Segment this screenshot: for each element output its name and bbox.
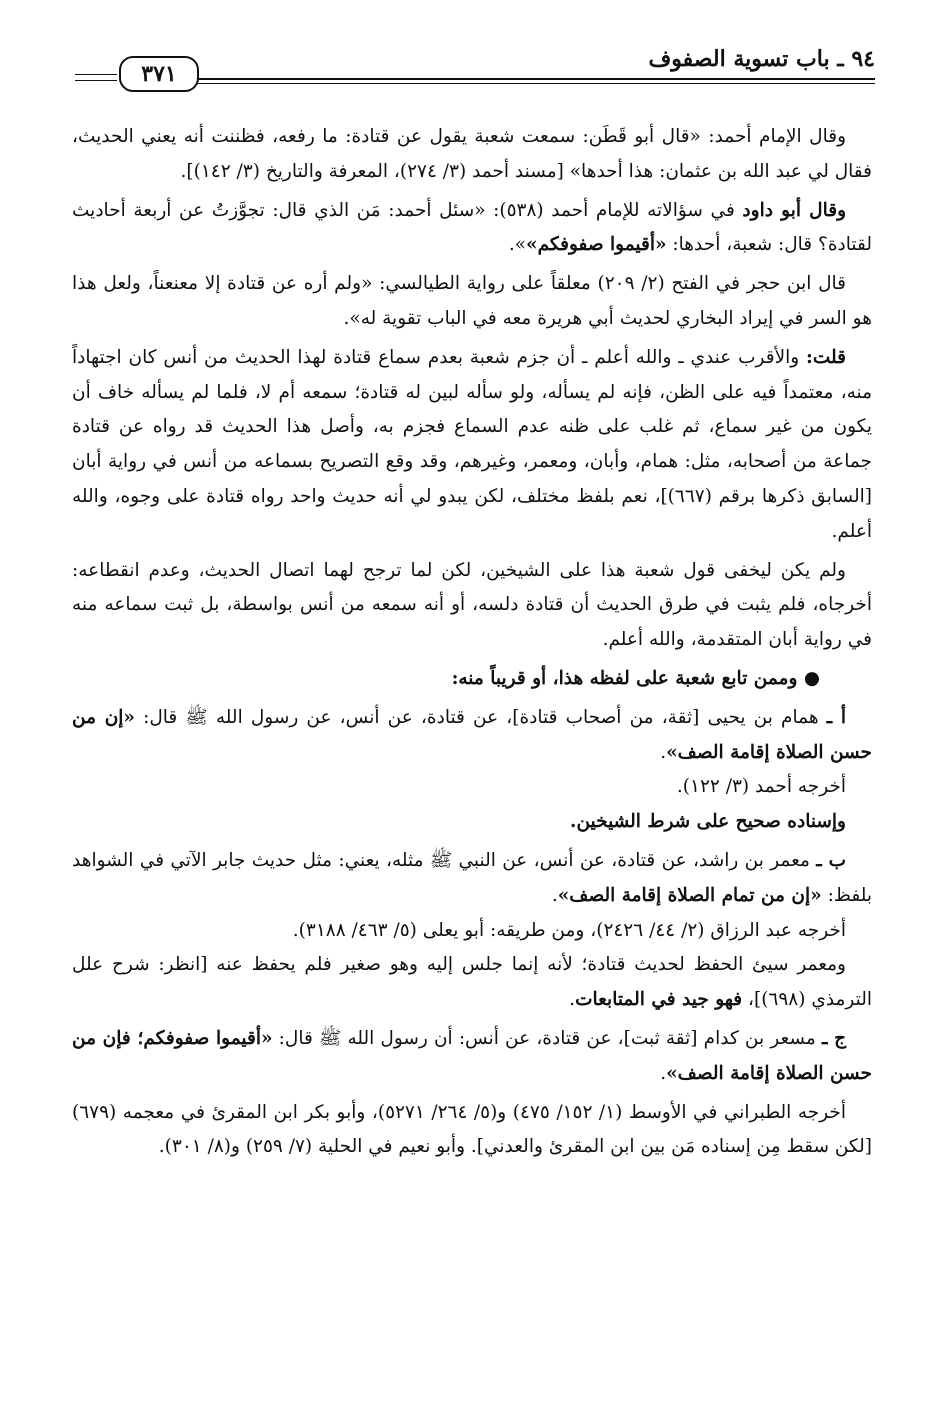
paragraph-text: أخرجه عبد الرزاق (٢/ ٤٤/ ٢٤٢٦)، ومن طريقه: أبو يعلى (٥/ ٤٦٣/ ٣١٨٨). (292, 919, 846, 941)
paragraph-text: والأقرب عندي ـ والله أعلم ـ أن جزم شعبة بعدم سماع قتادة لهذا الحديث من أنس كان اجتهاداً منه، معتمداً فيه على الظن، فإنه لم يسأله، ولو سأله لبين له قتادة؛ سمعه أم لا، فلما لم يسأله خاف أن يكون من غير سماع، ثم غلب على ظنه عدم السماع فجزم به، وأصل هذا الحديث قد رواه عن قتادة جماعة من أصحابه، مثل: همام، وأبان، ومعمر، وغيرهم، وقد وقع التصريح بسماعه من أنس في رواية أبان [السابق ذكرها برقم (٦٦٧)]، نعم بلفظ مختلف، لكن يبدو لي أنه حديث واحد رواه قتادة على وجوه، والله أعلم. (72, 346, 873, 542)
paragraph-mamar-memory (72, 948, 872, 1018)
paragraph-abu-dawud (72, 194, 872, 264)
takhrij-tabarani (72, 1096, 872, 1166)
paragraph-text: قال ابن حجر في الفتح (٢/ ٢٠٩) معلقاً على رواية الطيالسي: «ولم أره عن قتادة إلا معنعناً، ولعل هذا هو السر في إيراد البخاري لحديث أبي هريرة معه في الباب تقوية له». (72, 273, 872, 329)
item-marker: أ ـ (826, 706, 846, 728)
paragraph-text: ولم يكن ليخفى قول شعبة هذا على الشيخين، لكن لما ترجح لهما اتصال الحديث، وعدم انقطاعه: أخرجاه، فلم يثبت في طرق الحديث أن قتادة دلسه، أو أنه سمعه من أنس بواسطة، بل ثبت سماعه منه في رواية أبان المتقدمة، والله أعلم. (72, 559, 872, 651)
section-heading-followers (72, 662, 872, 697)
paragraph-text: معمر بن راشد، عن قتادة، عن أنس، عن النبي ﷺ مثله، يعني: مثل حديث جابر الآتي في الشواهد بلفظ: (72, 849, 872, 906)
item-b-mamar (72, 844, 872, 914)
isnad-grade (72, 805, 872, 840)
takhrij-abdurrazzaq (72, 914, 872, 949)
paragraph-text: في سؤالاته للإمام أحمد (٥٣٨): «سئل أحمد: مَن الذي قال: تجوَّزتُ عن أربعة أحاديث لقتادة؟ قال: شعبة، أحدها: (72, 199, 872, 256)
paragraph-text: . (569, 989, 576, 1011)
hadith-quote: «إن من تمام الصلاة إقامة الصف» (557, 884, 822, 906)
grade-text: فهو جيد في المتابعات (575, 989, 743, 1011)
paragraph-text: أخرجه الطبراني في الأوسط (١/ ١٥٢/ ٤٧٥) و(٥/ ٢٦٤/ ٥٢٧١)، وأبو بكر ابن المقرئ في معجمه (٦٧٩) [لكن سقط مِن إسناده مَن بين ابن المقرئ والعدني]. وأبو نعيم في الحلية (٧/ ٢٥٩) و(٨/ ٣٠١). (72, 1101, 872, 1158)
page-body (72, 120, 872, 1165)
paragraph-text: وقال الإمام أحمد: «قال أبو قَطَن: سمعت شعبة يقول عن قتادة: ما رفعه، فظننت أنه يعني الحديث، فقال لي عبد الله بن عثمان: هذا أحدها» [مسند أحمد (٣/ ٢٧٤)، المعرفة والتاريخ (٣/ ١٤٢)]. (72, 126, 872, 182)
hadith-quote: «أقيموا صفوفكم؛ فإن من حسن الصلاة إقامة الصف» (72, 1027, 872, 1084)
chapter-title: ٩٤ ـ باب تسوية الصفوف (648, 46, 875, 72)
paragraph-lead: وقال أبو داود (742, 199, 847, 221)
paragraph-text: . (660, 741, 667, 763)
hadith-quote: «أقيموا صفوفكم» (526, 234, 667, 256)
paragraph-author-note (72, 341, 872, 550)
item-c-misar (72, 1022, 872, 1092)
paragraph-text: ». (508, 234, 527, 256)
paragraph-text: ومعمر سيئ الحفظ لحديث قتادة؛ لأنه إنما جلس إليه وهو صغير فلم يحفظ عنه [انظر: شرح علل الترمذي (٦٩٨)]، (72, 954, 872, 1011)
page-header (75, 44, 875, 94)
header-rule-left-bottom (75, 80, 117, 81)
paragraph-shaykhayn (72, 554, 872, 658)
page-number: ٣٧١ (119, 56, 199, 92)
paragraph-text: همام بن يحيى [ثقة، من أصحاب قتادة]، عن قتادة، عن أنس، عن رسول الله ﷺ قال: (134, 706, 827, 728)
item-marker: ج ـ (821, 1027, 847, 1049)
paragraph-ahmad-quote (72, 120, 872, 190)
header-rule (197, 78, 875, 84)
paragraph-text: . (551, 884, 558, 906)
paragraph-text: أخرجه أحمد (٣/ ١٢٢). (676, 776, 846, 798)
takhrij-ahmad (72, 770, 872, 805)
item-a-hammam (72, 701, 872, 771)
hadith-quote: «إن من حسن الصلاة إقامة الصف» (72, 706, 872, 763)
paragraph-text: . (660, 1062, 667, 1084)
bullet-icon: ● (803, 667, 820, 689)
paragraph-text: مسعر بن كدام [ثقة ثبت]، عن قتادة، عن أنس: أن رسول الله ﷺ قال: (272, 1027, 822, 1049)
section-heading-text: وممن تابع شعبة على لفظه هذا، أو قريباً منه: (451, 667, 804, 689)
paragraph-ibn-hajar (72, 267, 872, 337)
paragraph-lead: قلت: (806, 346, 846, 368)
item-marker: ب ـ (816, 849, 846, 871)
header-rule-left-top (75, 74, 117, 75)
grade-text: وإسناده صحيح على شرط الشيخين. (570, 811, 846, 833)
